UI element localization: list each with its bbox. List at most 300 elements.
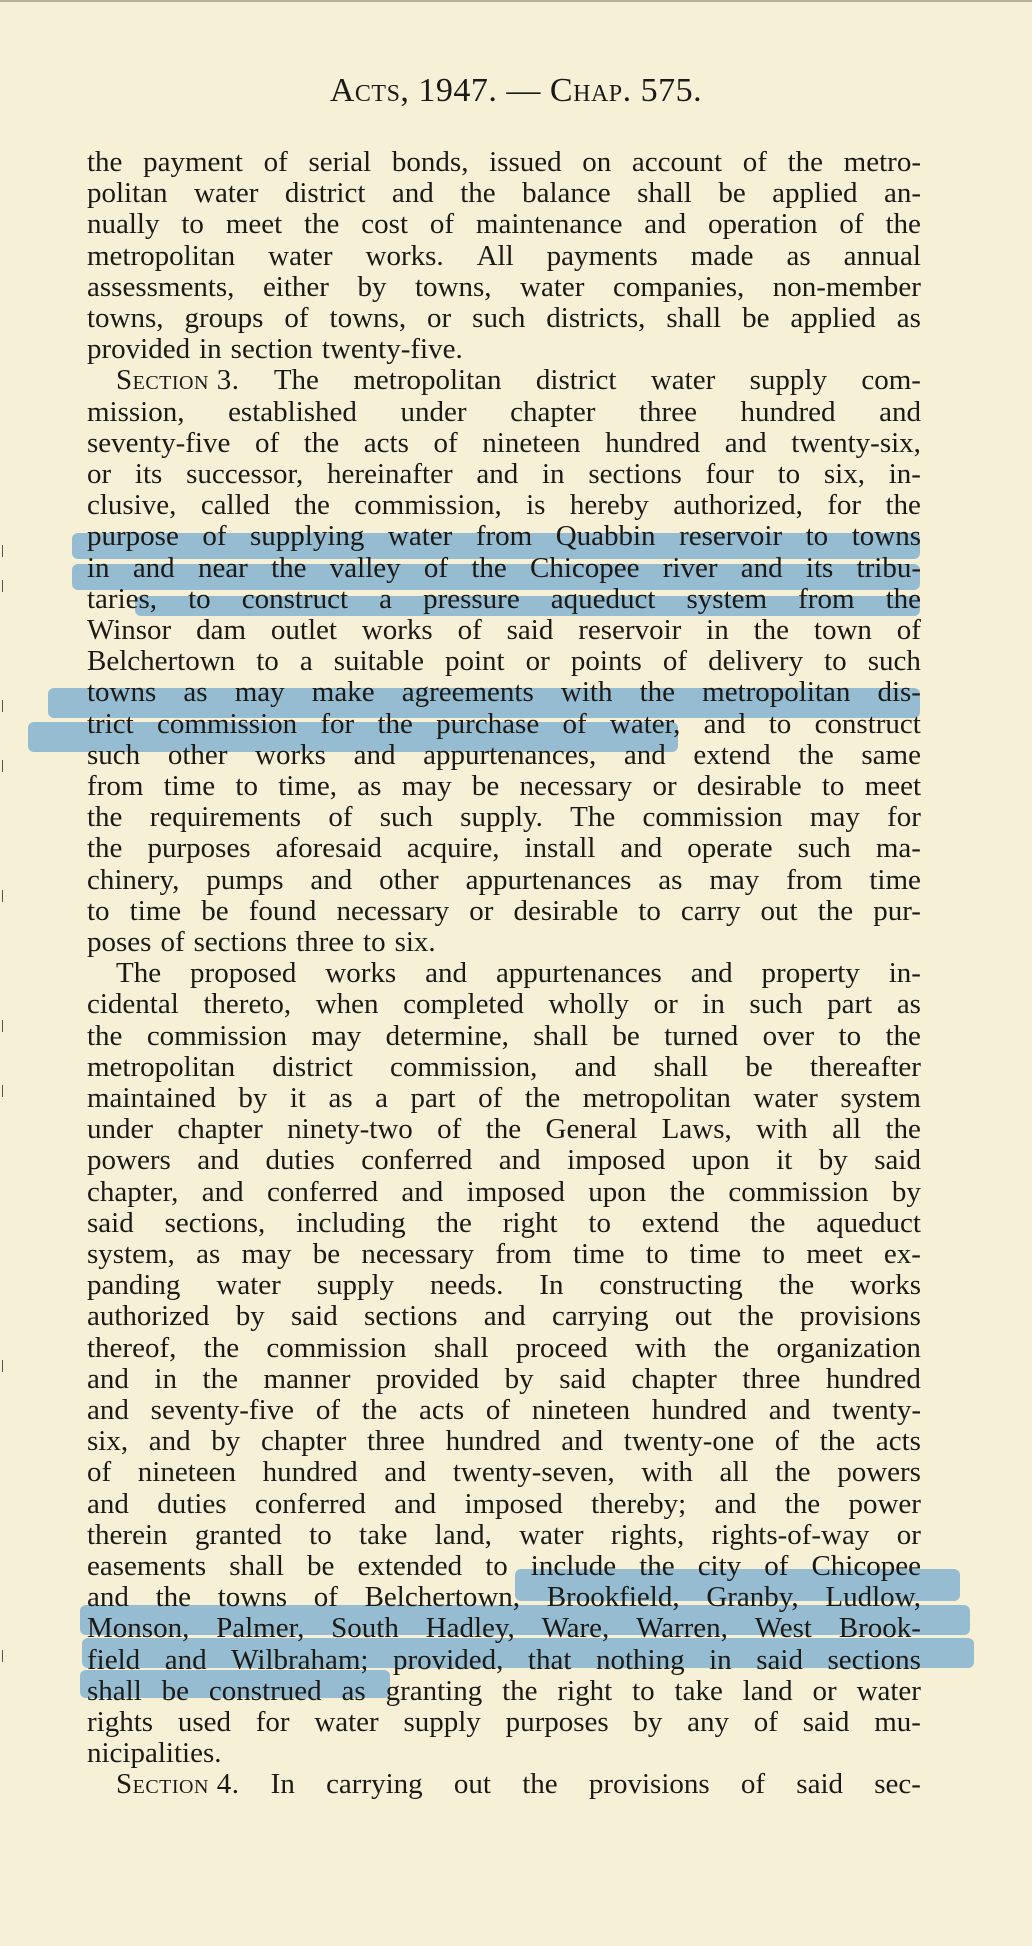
word: said bbox=[796, 1768, 844, 1801]
word: twenty- bbox=[832, 1394, 921, 1426]
text-line bbox=[87, 1207, 921, 1239]
text-line bbox=[87, 427, 921, 459]
word: the bbox=[885, 489, 921, 522]
word: constructing bbox=[599, 1269, 743, 1302]
word: such bbox=[379, 801, 433, 834]
word: from bbox=[495, 1238, 552, 1270]
word: the bbox=[639, 1550, 675, 1582]
word: completed bbox=[403, 988, 524, 1021]
word: of bbox=[764, 1550, 789, 1582]
word: or bbox=[427, 302, 452, 334]
word: used bbox=[177, 1706, 231, 1738]
text-line bbox=[87, 1363, 921, 1395]
word: made bbox=[690, 239, 754, 272]
text-line bbox=[87, 240, 921, 272]
word: extend bbox=[641, 1206, 720, 1239]
word: as bbox=[183, 676, 208, 709]
word: on bbox=[582, 146, 612, 178]
word: be bbox=[742, 302, 770, 334]
word: as bbox=[896, 988, 921, 1021]
word: the bbox=[817, 894, 854, 927]
word: from bbox=[87, 770, 144, 802]
word: the bbox=[713, 1331, 750, 1364]
word: supplying bbox=[250, 520, 365, 553]
word: of bbox=[839, 208, 864, 241]
word: metropolitan bbox=[87, 1050, 236, 1083]
margin-mark bbox=[2, 545, 3, 557]
word: of bbox=[313, 1581, 338, 1614]
word: be bbox=[718, 177, 746, 210]
word: commission bbox=[728, 1175, 869, 1208]
word: and bbox=[394, 1487, 437, 1520]
word: districts, bbox=[546, 302, 646, 334]
word: of bbox=[429, 208, 455, 241]
word: desirable bbox=[696, 770, 802, 802]
word: the bbox=[775, 1456, 811, 1489]
text-line bbox=[87, 1020, 921, 1052]
word: shall bbox=[87, 1674, 142, 1707]
word: a bbox=[375, 1082, 389, 1114]
text-line bbox=[116, 957, 921, 989]
word: of bbox=[774, 1425, 800, 1458]
word: of bbox=[160, 926, 185, 958]
word: from bbox=[475, 520, 533, 553]
text-line bbox=[87, 988, 921, 1020]
word: meet bbox=[806, 1238, 863, 1270]
word: twenty-seven, bbox=[452, 1456, 615, 1489]
word: and bbox=[714, 1487, 757, 1520]
word: with bbox=[756, 1113, 808, 1146]
word: pressure bbox=[423, 582, 520, 615]
word: called bbox=[200, 489, 271, 522]
word: said bbox=[506, 614, 554, 646]
word: Chicopee bbox=[811, 1550, 921, 1582]
word: water bbox=[216, 1269, 281, 1302]
word: by bbox=[211, 1425, 241, 1458]
word: the bbox=[155, 1581, 192, 1614]
word: extend bbox=[693, 738, 771, 771]
word: sections, bbox=[164, 1206, 266, 1239]
text-line bbox=[87, 1612, 921, 1644]
word: construct bbox=[241, 582, 349, 615]
word: thereto, bbox=[203, 988, 292, 1021]
word: easements bbox=[87, 1550, 207, 1582]
word: such bbox=[472, 302, 526, 334]
word: it bbox=[289, 1082, 306, 1114]
word: such bbox=[87, 738, 141, 771]
word: to bbox=[768, 707, 792, 740]
word: six, bbox=[823, 458, 865, 490]
word: found bbox=[248, 894, 317, 927]
word: in- bbox=[888, 458, 921, 490]
word: and bbox=[879, 395, 921, 428]
word: the bbox=[784, 1487, 821, 1520]
word: towns bbox=[217, 1581, 288, 1614]
word: the bbox=[787, 146, 824, 178]
word: of bbox=[284, 302, 309, 334]
word: and bbox=[201, 1175, 244, 1208]
word: to bbox=[632, 1674, 655, 1707]
word: metropolitan bbox=[87, 239, 236, 272]
word: and bbox=[644, 208, 687, 241]
word: the bbox=[522, 1768, 558, 1801]
word: all bbox=[719, 1456, 749, 1489]
word: Wilbraham; bbox=[231, 1643, 369, 1676]
word: shall bbox=[653, 1050, 709, 1083]
word: therein bbox=[87, 1518, 168, 1551]
word: pur- bbox=[873, 894, 921, 927]
word: time bbox=[163, 770, 216, 802]
word: by bbox=[818, 1144, 848, 1177]
text-line bbox=[87, 1519, 921, 1551]
word: and bbox=[401, 1175, 444, 1208]
word: companies, bbox=[612, 270, 745, 303]
word: and bbox=[724, 426, 767, 459]
word: purpose bbox=[87, 520, 179, 553]
word: the bbox=[819, 1425, 856, 1458]
text-line bbox=[87, 739, 921, 771]
word: valley bbox=[329, 551, 401, 584]
word: and bbox=[703, 707, 746, 740]
word: it bbox=[776, 1144, 793, 1177]
word: agreements bbox=[401, 676, 534, 709]
word: may bbox=[234, 676, 285, 709]
word: the bbox=[471, 551, 507, 584]
word: chapter bbox=[260, 1425, 347, 1458]
word: meet bbox=[225, 208, 283, 241]
word: seventy-five bbox=[150, 1394, 295, 1426]
word: pumps bbox=[206, 863, 284, 896]
word: including bbox=[296, 1206, 406, 1239]
word: and bbox=[353, 738, 396, 771]
margin-mark bbox=[2, 1085, 3, 1097]
word: thereafter bbox=[809, 1050, 921, 1083]
word: hundred bbox=[445, 1425, 541, 1458]
word: the bbox=[87, 146, 123, 178]
word: politan bbox=[87, 177, 168, 210]
word: the bbox=[303, 426, 340, 459]
word: The bbox=[273, 364, 319, 397]
word: construct bbox=[814, 707, 921, 740]
word: the bbox=[502, 1674, 538, 1707]
word: and bbox=[384, 1456, 427, 1489]
word: trict bbox=[87, 707, 134, 740]
text-line bbox=[87, 396, 921, 428]
word: payment bbox=[143, 146, 243, 178]
word: Warren, bbox=[636, 1612, 728, 1645]
word: such bbox=[867, 645, 921, 678]
word: upon bbox=[588, 1175, 647, 1208]
word: under bbox=[400, 395, 467, 428]
word: maintained bbox=[87, 1082, 216, 1114]
word: of bbox=[562, 707, 587, 740]
word: provided, bbox=[393, 1643, 504, 1676]
word: of bbox=[202, 520, 227, 553]
word: out bbox=[674, 1300, 712, 1333]
word: to bbox=[256, 645, 279, 678]
word: groups bbox=[184, 302, 264, 334]
text-line bbox=[87, 1488, 921, 1520]
word: sections bbox=[827, 1643, 921, 1676]
word: chinery, bbox=[87, 863, 180, 896]
word: its bbox=[134, 458, 163, 490]
word: and bbox=[310, 863, 353, 896]
word: other bbox=[379, 863, 439, 896]
word: towns, bbox=[329, 302, 407, 334]
word: acts bbox=[363, 426, 409, 459]
word: to bbox=[181, 208, 204, 241]
word: towns, bbox=[87, 302, 164, 334]
text-line bbox=[87, 458, 921, 490]
word: cidental bbox=[87, 988, 179, 1021]
word: aforesaid bbox=[275, 832, 382, 865]
word: metropolitan bbox=[582, 1082, 731, 1114]
word: All bbox=[476, 239, 514, 272]
text-line bbox=[87, 1425, 921, 1457]
word: in bbox=[702, 988, 725, 1021]
word: commission, bbox=[389, 1050, 538, 1083]
word: Belchertown bbox=[87, 645, 236, 678]
word: to bbox=[777, 458, 801, 490]
word: applied bbox=[790, 302, 876, 334]
word: be bbox=[471, 770, 500, 802]
word: hundred bbox=[651, 1394, 747, 1426]
word: or bbox=[469, 894, 494, 927]
word: and bbox=[197, 1144, 240, 1177]
word: time, bbox=[278, 770, 338, 802]
word: system bbox=[840, 1082, 921, 1114]
text-line bbox=[87, 177, 921, 209]
word: commission bbox=[266, 1331, 407, 1364]
word: for bbox=[255, 1706, 290, 1738]
word: and bbox=[476, 458, 519, 490]
word: of bbox=[662, 645, 688, 678]
word: as bbox=[328, 1082, 353, 1114]
word: supply bbox=[316, 1269, 395, 1302]
word: reservoir bbox=[679, 520, 783, 553]
word: acts bbox=[419, 1394, 465, 1426]
word: Brook- bbox=[838, 1612, 921, 1645]
word: out bbox=[453, 1768, 491, 1801]
word: Laws, bbox=[661, 1113, 732, 1146]
word: said bbox=[87, 1206, 134, 1239]
word: commission bbox=[146, 1019, 287, 1052]
word: desirable bbox=[513, 894, 619, 927]
word: water bbox=[194, 177, 259, 210]
word: hundred bbox=[262, 1456, 358, 1489]
word: and bbox=[425, 957, 467, 990]
word: and bbox=[498, 1144, 541, 1177]
word: In bbox=[539, 1269, 564, 1302]
word: may bbox=[809, 801, 860, 834]
text-line bbox=[87, 552, 921, 584]
word: com- bbox=[861, 364, 921, 397]
word: or bbox=[653, 988, 678, 1021]
word: the bbox=[753, 614, 790, 646]
word: sec- bbox=[874, 1768, 921, 1801]
word: sections bbox=[193, 926, 288, 958]
word: be bbox=[312, 1238, 341, 1270]
word: of bbox=[254, 426, 280, 459]
word: powers bbox=[87, 1144, 171, 1177]
word: purposes bbox=[505, 1706, 609, 1738]
word: by bbox=[357, 270, 387, 303]
word: established bbox=[228, 395, 357, 428]
word: the bbox=[885, 1113, 921, 1146]
word: twenty-six, bbox=[791, 426, 921, 459]
word: the bbox=[778, 1269, 815, 1302]
word: as bbox=[658, 863, 683, 896]
word: the bbox=[798, 738, 834, 771]
text-line bbox=[87, 1644, 921, 1676]
word: the bbox=[524, 1082, 561, 1114]
word: as bbox=[896, 302, 921, 334]
word: the bbox=[377, 707, 413, 740]
word: issued bbox=[489, 146, 562, 178]
word: mission, bbox=[87, 395, 185, 428]
word: under bbox=[87, 1113, 154, 1146]
word: six, bbox=[87, 1425, 129, 1458]
text-line bbox=[87, 208, 921, 240]
word: works bbox=[850, 1269, 921, 1302]
word: three bbox=[366, 1425, 425, 1458]
word: may bbox=[709, 863, 760, 896]
word: in bbox=[87, 551, 110, 584]
text-line bbox=[116, 364, 921, 396]
word: to bbox=[235, 770, 258, 802]
word: granting bbox=[385, 1674, 483, 1707]
word: carrying bbox=[326, 1768, 423, 1801]
word: tribu- bbox=[856, 551, 921, 584]
word: to bbox=[821, 770, 845, 802]
word: South bbox=[331, 1612, 399, 1645]
word: in bbox=[542, 458, 565, 490]
word: said bbox=[291, 1300, 338, 1333]
text-line bbox=[87, 614, 921, 646]
word: by bbox=[633, 1706, 663, 1738]
text-line bbox=[87, 302, 921, 334]
word: dis- bbox=[877, 676, 921, 709]
word: assessments, bbox=[87, 270, 235, 303]
top-border bbox=[0, 0, 1032, 2]
word: acquire, bbox=[406, 832, 500, 865]
word: conferred bbox=[254, 1487, 366, 1520]
word: of bbox=[457, 614, 482, 646]
word: either bbox=[262, 270, 329, 303]
word: section bbox=[230, 333, 313, 366]
word: to bbox=[645, 1238, 669, 1270]
word: thereof, bbox=[87, 1331, 177, 1364]
word: rights bbox=[87, 1706, 154, 1738]
word: make bbox=[311, 676, 375, 709]
word: The bbox=[570, 801, 616, 834]
margin-mark bbox=[2, 1650, 3, 1662]
word: for bbox=[320, 707, 355, 740]
word: and bbox=[768, 1394, 811, 1426]
word: Winsor bbox=[87, 614, 172, 646]
word: time bbox=[869, 863, 921, 896]
word: clusive, bbox=[87, 489, 177, 522]
word: proceed bbox=[515, 1331, 608, 1364]
word: of bbox=[896, 614, 921, 646]
word: of bbox=[328, 801, 353, 834]
word: the bbox=[885, 208, 921, 241]
word: property bbox=[761, 957, 860, 990]
word: six. bbox=[394, 926, 436, 958]
word: of bbox=[87, 1456, 112, 1489]
word: nothing bbox=[595, 1643, 685, 1676]
word: time bbox=[129, 894, 182, 927]
text-line bbox=[87, 1269, 921, 1301]
word: nineteen bbox=[482, 426, 581, 459]
word: proposed bbox=[190, 957, 297, 990]
word: in bbox=[199, 333, 222, 366]
word: time bbox=[689, 1238, 742, 1270]
word: applied bbox=[772, 177, 858, 210]
word: all bbox=[832, 1113, 862, 1146]
word: town bbox=[813, 614, 872, 646]
word: twenty-five. bbox=[321, 333, 463, 366]
word: rights-of-way bbox=[711, 1518, 870, 1551]
word: nually bbox=[87, 208, 160, 241]
word: duties bbox=[265, 1144, 335, 1177]
word: imposed bbox=[567, 1144, 666, 1177]
word: time bbox=[572, 1238, 625, 1270]
word: the bbox=[885, 1019, 921, 1052]
text-line bbox=[87, 1176, 921, 1208]
word: the bbox=[87, 832, 123, 865]
word: outlet bbox=[270, 614, 337, 646]
word: the bbox=[361, 1394, 398, 1426]
word: hundred bbox=[825, 1362, 921, 1395]
word: take bbox=[674, 1674, 723, 1707]
word: to bbox=[87, 894, 110, 927]
word: may bbox=[401, 770, 452, 802]
word: for bbox=[887, 801, 921, 834]
text-line bbox=[87, 1706, 921, 1738]
word: district bbox=[272, 1050, 353, 1083]
text-line bbox=[87, 583, 921, 615]
word: and bbox=[561, 1425, 604, 1458]
word: seventy-five bbox=[87, 426, 231, 459]
word: organization bbox=[776, 1331, 921, 1364]
word: payments bbox=[546, 239, 658, 272]
word: be bbox=[612, 1019, 640, 1052]
word: poses bbox=[87, 926, 152, 958]
word: shall bbox=[533, 1019, 589, 1052]
word: the bbox=[87, 1019, 123, 1052]
word: the bbox=[294, 489, 330, 522]
word: towns, bbox=[414, 270, 492, 303]
word: imposed bbox=[464, 1487, 563, 1520]
word: construed bbox=[208, 1674, 322, 1707]
word: part bbox=[827, 988, 873, 1021]
word: and bbox=[87, 1394, 129, 1426]
word: said bbox=[559, 1362, 606, 1395]
word: acts bbox=[875, 1425, 921, 1458]
word: chapter bbox=[177, 1113, 263, 1146]
word: a bbox=[299, 645, 313, 678]
word: the bbox=[485, 1113, 522, 1146]
word: three bbox=[742, 1362, 801, 1395]
word: of bbox=[485, 1394, 511, 1426]
word: to bbox=[762, 1238, 785, 1270]
word: to bbox=[588, 1206, 611, 1239]
word: turned bbox=[664, 1019, 739, 1052]
word: with bbox=[560, 676, 613, 709]
word: manner bbox=[263, 1362, 351, 1395]
text-line bbox=[87, 770, 921, 802]
